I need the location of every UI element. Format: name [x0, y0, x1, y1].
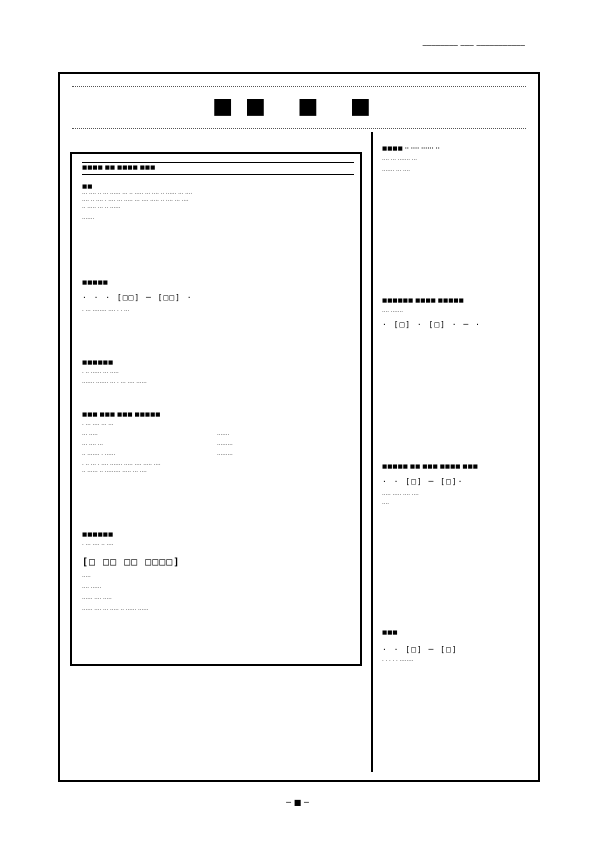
section-4-row [82, 432, 352, 439]
example-box [70, 152, 362, 666]
column-divider [371, 132, 373, 772]
section-3 [82, 360, 352, 387]
side-note-line: · · · · · ········ [382, 658, 414, 664]
box-heading: ■■■■ ■■ ■■■■ ■■■ [82, 165, 156, 171]
section-2 [82, 280, 352, 315]
section-3-line: · ·· ······ ··· ····· [82, 370, 119, 376]
row-value: ········· [217, 442, 233, 448]
section-3-label: ■■■■■■ [82, 360, 114, 366]
section-4-tail: ·· ······ ·· ········· ····· ··· ···· [82, 469, 147, 475]
row-value: ········· [217, 452, 233, 458]
section-2-line: · ··· ········ ···· · · ··· [82, 308, 130, 314]
divider-under-title [72, 128, 526, 129]
page-number: ─ ■ ─ [286, 798, 309, 807]
section-1-label: ■■ [82, 184, 93, 190]
side-note-line: ···· ··· ······· ··· [382, 157, 417, 163]
section-4-row [82, 452, 352, 459]
side-note-label: ■■■■■ ■■ ■■■ ■■■■ ■■■ [382, 464, 479, 470]
side-note-3 [382, 464, 528, 508]
section-5 [82, 532, 352, 614]
section-3-line: ······· ······· ··· · ··· ···· ······ [82, 380, 147, 386]
box-rule-bottom [82, 174, 354, 175]
side-note-label: ■■■ [382, 630, 398, 636]
section-5-intro: · ··· ···· ·· ···· [82, 542, 114, 548]
section-1-line: ······· [82, 216, 95, 222]
section-5-line: ······ ···· ····· [82, 596, 112, 602]
side-note-4 [382, 630, 528, 665]
side-note-formula: · · [□] ─ [□]· [382, 477, 464, 486]
section-2-label: ■■■■■ [82, 280, 108, 286]
section-5-label: ■■■■■■ [82, 532, 114, 538]
box-heading-area [82, 160, 354, 177]
side-note-2 [382, 298, 528, 329]
row-value: ······· [217, 432, 230, 438]
row-term: ··· ···· ··· [82, 442, 103, 448]
side-note-line: ···· [382, 501, 389, 507]
box-rule-top [82, 162, 354, 163]
side-note-label: ■■■■■■ ■■■■ ■■■■■ [382, 298, 464, 304]
side-note-line: ····· ····· ···· ···· [382, 492, 419, 498]
divider-top [72, 86, 526, 87]
side-note-formula: · [□] · [□] · ─ · [382, 320, 481, 329]
section-4-tail: · ·· ··· · ···· ······· ····· ···· ····· ···· [82, 462, 161, 468]
side-note-line: ···· ······· [382, 309, 403, 315]
section-1-line: ·· ····· ··· ·· ······ [82, 205, 121, 211]
row-term: ··· ····· [82, 432, 98, 438]
section-1-line: ··· ···· ·· ··· ······ ··· ·· ····· ··· ···· ·· ······ ··· ···· [82, 191, 193, 197]
side-note-1 [382, 146, 528, 175]
row-term: ·· ······· · ······ [82, 452, 116, 458]
running-header: ──────── ─── ─────────── [422, 42, 525, 50]
section-5-line: ···· ······ [82, 585, 102, 591]
section-2-formula: · · · [□□] ─ [□□] · [82, 293, 193, 302]
side-note-formula: · · [□] ─ [□] [382, 645, 458, 654]
page-title: ■■ ■ ■ [212, 93, 383, 119]
section-5-line: ····· [82, 574, 91, 580]
section-5-line: ······ ···· ··· ····· ·· ······ ······ [82, 607, 149, 613]
section-4-intro: · ··· ···· ··· ··· [82, 422, 114, 428]
section-4-label: ■■■ ■■■ ■■■ ■■■■■ [82, 412, 161, 418]
section-1 [82, 184, 352, 223]
section-4 [82, 412, 352, 476]
side-note-line: ■■■■ ·· ···· ······ ·· [382, 146, 440, 152]
section-4-row [82, 442, 352, 449]
section-5-formula: [□ □□ □□ □□□□] [82, 557, 181, 568]
side-note-line: ······· ··· ···· [382, 168, 410, 174]
section-1-line: ···· ·· ···· · ···· ··· ····· ··· ···· ····· ·· ···· ··· ···· [82, 198, 189, 204]
